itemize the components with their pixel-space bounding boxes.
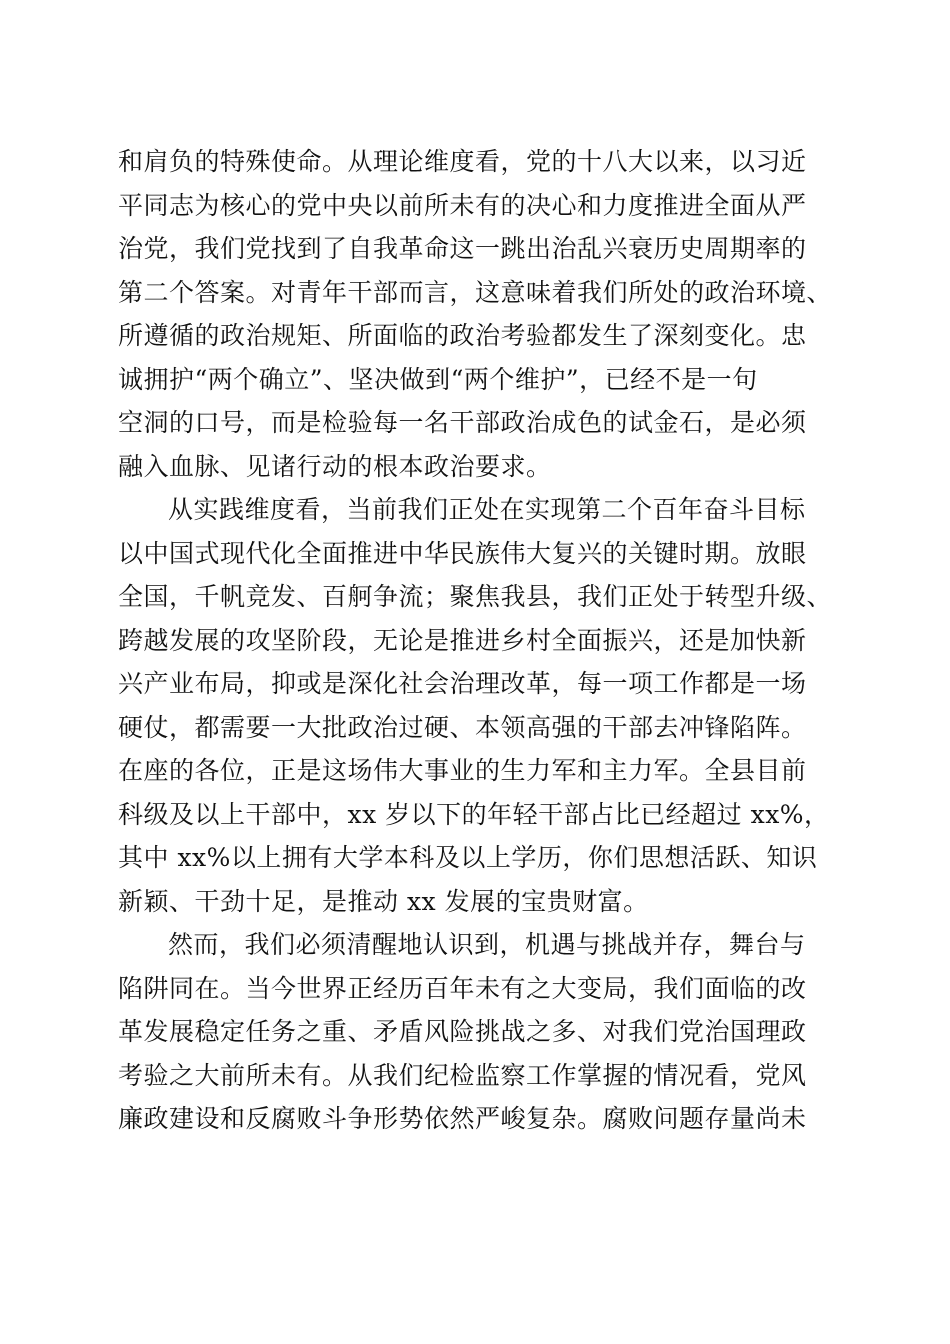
text-line: 陷阱同在。当今世界正经历百年未有之大变局，我们面临的改	[118, 973, 807, 1003]
text-line: 诚拥护“两个确立”、坚决做到“两个维护”，已经不是一句	[118, 364, 758, 394]
text-line: 治党，我们党找到了自我革命这一跳出治乱兴衰历史周期率的	[118, 234, 807, 263]
text-line: 平同志为核心的党中央以前所未有的决心和力度推进全面从严	[118, 190, 807, 220]
text-line: 全国，千帆竞发、百舸争流；聚焦我县，我们正处于转型升级、	[118, 582, 833, 611]
text-line: 所遵循的政治规矩、所面临的政治考验都发生了深刻变化。忠	[118, 321, 807, 350]
text-line: 兴产业布局，抑或是深化社会治理改革，每一项工作都是一场	[118, 669, 807, 698]
text-line: 第二个答案。对青年干部而言，这意味着我们所处的政治环境、	[118, 277, 833, 307]
text-line: 科级及以上干部中，xx 岁以下的年轻干部占比已经超过 xx%，	[118, 799, 830, 829]
text-line: 和肩负的特殊使命。从理论维度看，党的十八大以来，以习近	[118, 147, 807, 176]
text-line: 空洞的口号，而是检验每一名干部政治成色的试金石，是必须	[118, 408, 807, 437]
text-line: 融入血脉、见诸行动的根本政治要求。	[118, 451, 552, 481]
body-text	[118, 140, 838, 1141]
paragraph-start-line: 从实践维度看，当前我们正处在实现第二个百年奋斗目标	[168, 495, 806, 524]
text-line: 革发展稳定任务之重、矛盾风险挑战之多、对我们党治国理政	[118, 1017, 807, 1046]
paragraph-start-line: 然而，我们必须清醒地认识到，机遇与挑战并存，舞台与	[168, 930, 806, 959]
text-line: 跨越发展的攻坚阶段，无论是推进乡村全面振兴，还是加快新	[118, 625, 807, 655]
text-line: 廉政建设和反腐败斗争形势依然严峻复杂。腐败问题存量尚未	[118, 1104, 807, 1133]
text-line: 新颖、干劲十足，是推动 xx 发展的宝贵财富。	[118, 886, 649, 916]
text-line: 以中国式现代化全面推进中华民族伟大复兴的关键时期。放眼	[118, 538, 807, 568]
text-line: 在座的各位，正是这场伟大事业的生力军和主力军。全县目前	[118, 756, 807, 785]
text-line: 硬仗，都需要一大批政治过硬、本领高强的干部去冲锋陷阵。	[118, 712, 807, 742]
text-line: 考验之大前所未有。从我们纪检监察工作掌握的情况看，党风	[118, 1060, 807, 1090]
text-line: 其中 xx%以上拥有大学本科及以上学历，你们思想活跃、知识	[118, 843, 818, 872]
